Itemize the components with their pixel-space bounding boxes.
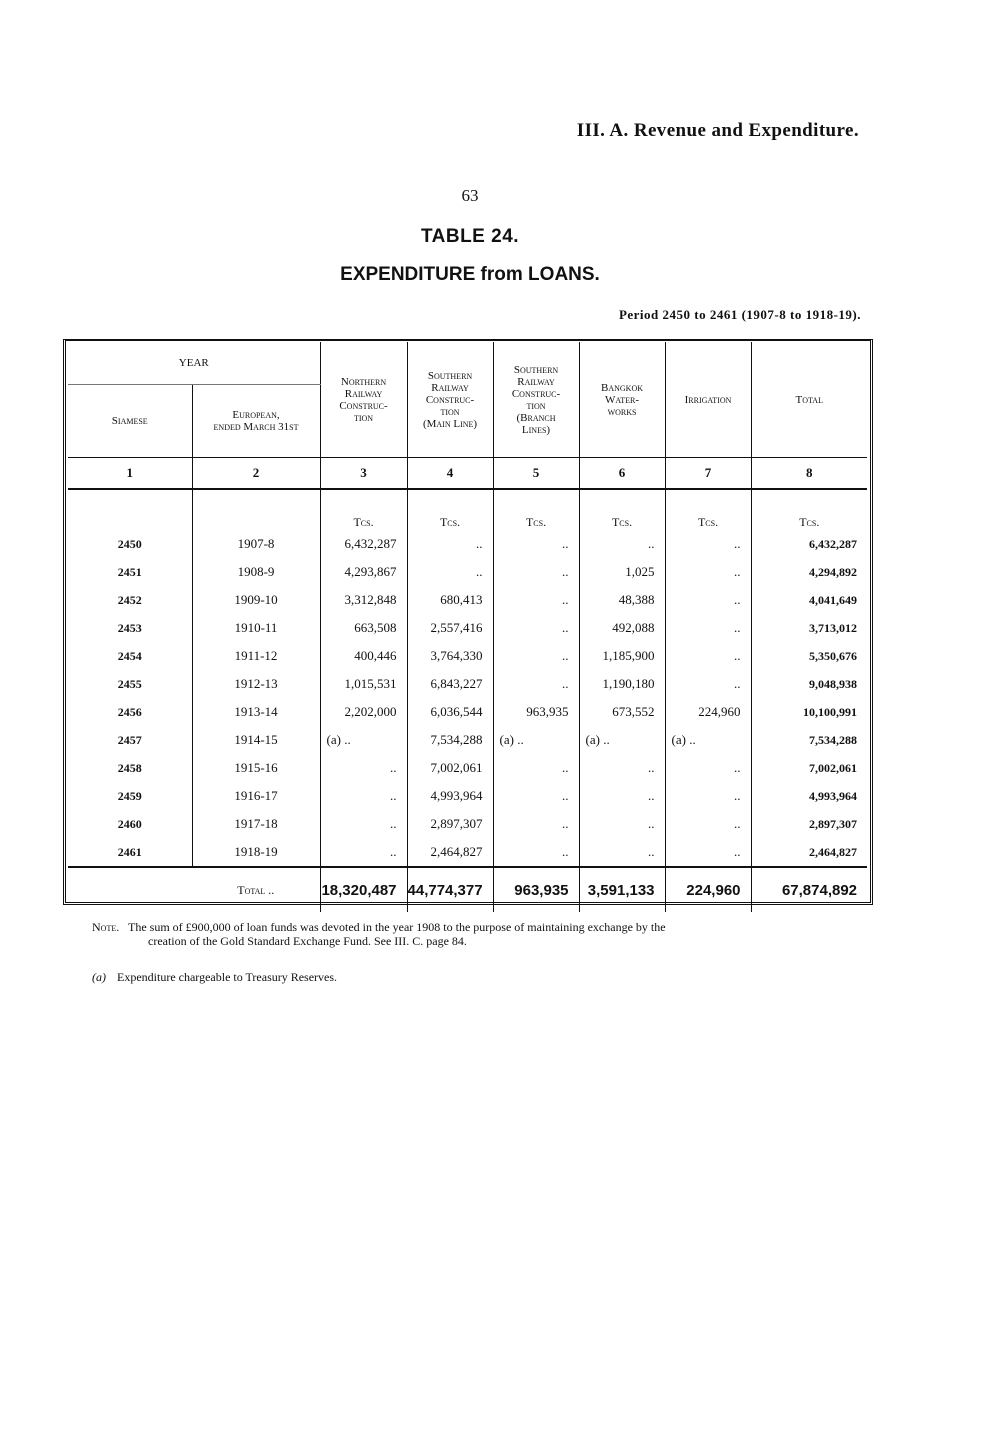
header-line: Construc- xyxy=(425,393,475,406)
european-year-cell: 1916-17 xyxy=(192,782,320,810)
european-year-cell: 1908-9 xyxy=(192,558,320,586)
table-title: TABLE 24. xyxy=(420,226,520,247)
expenditure-table xyxy=(68,342,867,912)
total-cell: 2,464,827 xyxy=(809,844,858,859)
irrigation-cell: .. xyxy=(665,754,751,782)
header-line: tion xyxy=(440,405,460,418)
siamese-year-cell: 2450 xyxy=(68,530,192,558)
european-year-cell: 1907-8 xyxy=(192,530,320,558)
total-cell: 4,041,649 xyxy=(809,592,858,607)
bangkok-cell: .. xyxy=(579,810,665,838)
northern-cell: .. xyxy=(320,810,407,838)
table-row xyxy=(68,530,867,558)
irrigation-cell: .. xyxy=(665,614,751,642)
irrigation-cell: .. xyxy=(665,530,751,558)
footnote-text: Expenditure chargeable to Treasury Reserves. xyxy=(117,970,338,984)
irrigation-total: 224,960 xyxy=(665,867,751,912)
header-line: (Main Line) xyxy=(422,417,478,430)
table-row xyxy=(68,614,867,642)
header-line: Water- xyxy=(604,393,640,406)
table-row xyxy=(68,782,867,810)
page-number: 63 xyxy=(461,186,479,205)
siamese-header: Siamese xyxy=(68,385,192,458)
header-line: ended March 31st xyxy=(213,421,299,433)
irrigation-cell: .. xyxy=(665,782,751,810)
unit-cell xyxy=(68,489,192,530)
footnote xyxy=(92,970,337,985)
total-cell: 2,897,307 xyxy=(809,816,858,831)
column-number: 3 xyxy=(320,458,407,490)
header-line: works xyxy=(607,405,637,418)
southern-branch-cell: 963,935 xyxy=(493,698,579,726)
note-label: Note. xyxy=(92,920,120,934)
table-row xyxy=(68,642,867,670)
section-heading: III. A. Revenue and Expenditure. xyxy=(576,120,859,141)
table-row xyxy=(68,838,867,867)
irrigation-cell: (a) .. xyxy=(665,726,751,754)
southern-branch-cell: .. xyxy=(493,838,579,867)
header-line: Construc- xyxy=(511,387,561,400)
table-row xyxy=(68,810,867,838)
header-row-top xyxy=(68,342,867,385)
northern-cell: 4,293,867 xyxy=(320,558,407,586)
irrigation-cell: .. xyxy=(665,558,751,586)
bangkok-cell: 673,552 xyxy=(579,698,665,726)
totals-row xyxy=(68,867,867,912)
siamese-year-cell: 2452 xyxy=(68,586,192,614)
siamese-year-cell: 2454 xyxy=(68,642,192,670)
header-line: Railway xyxy=(431,381,469,394)
total-cell: 5,350,676 xyxy=(809,648,858,663)
southern-main-cell: 7,534,288 xyxy=(407,726,493,754)
southern-main-cell: .. xyxy=(407,558,493,586)
european-year-cell: 1910-11 xyxy=(192,614,320,642)
table-subtitle: EXPENDITURE from LOANS. xyxy=(340,264,600,285)
totals-spacer xyxy=(68,867,192,912)
european-year-cell: 1911-12 xyxy=(192,642,320,670)
total-cell: 7,002,061 xyxy=(809,760,858,775)
european-year-cell: 1914-15 xyxy=(192,726,320,754)
siamese-year-cell: 2458 xyxy=(68,754,192,782)
total-header: Total xyxy=(751,342,867,458)
siamese-year-cell: 2460 xyxy=(68,810,192,838)
northern-cell: 400,446 xyxy=(320,642,407,670)
header-line: tion xyxy=(353,411,374,424)
header-line: Railway xyxy=(517,375,555,388)
southern-main-cell: 4,993,964 xyxy=(407,782,493,810)
southern-main-cell: .. xyxy=(407,530,493,558)
unit-cell: Tcs. xyxy=(493,489,579,530)
column-number: 2 xyxy=(192,458,320,490)
column-number: 1 xyxy=(68,458,192,490)
total-cell: 6,432,287 xyxy=(809,536,858,551)
european-year-cell: 1909-10 xyxy=(192,586,320,614)
unit-cell: Tcs. xyxy=(665,489,751,530)
table-row xyxy=(68,754,867,782)
southern-main-cell: 680,413 xyxy=(407,586,493,614)
southern-branch-total: 963,935 xyxy=(493,867,579,912)
bangkok-cell: 1,025 xyxy=(579,558,665,586)
unit-cell: Tcs. xyxy=(320,489,407,530)
table-row xyxy=(68,586,867,614)
southern-branch-cell: .. xyxy=(493,782,579,810)
northern-cell: 2,202,000 xyxy=(320,698,407,726)
southern-main-line-header xyxy=(407,342,493,458)
southern-branch-cell: .. xyxy=(493,614,579,642)
table-row xyxy=(68,726,867,754)
bangkok-waterworks-header xyxy=(579,342,665,458)
siamese-year-cell: 2459 xyxy=(68,782,192,810)
irrigation-cell: .. xyxy=(665,586,751,614)
irrigation-cell: 224,960 xyxy=(665,698,751,726)
header-line: Bangkok xyxy=(601,381,644,394)
bangkok-cell: 1,185,900 xyxy=(579,642,665,670)
european-header xyxy=(192,385,320,458)
unit-row xyxy=(68,489,867,530)
southern-branch-cell: .. xyxy=(493,810,579,838)
unit-cell: Tcs. xyxy=(407,489,493,530)
southern-main-cell: 3,764,330 xyxy=(407,642,493,670)
southern-branch-lines-header xyxy=(493,342,579,458)
bangkok-cell: .. xyxy=(579,754,665,782)
header-line: European, xyxy=(232,409,280,421)
column-number: 6 xyxy=(579,458,665,490)
bangkok-cell: .. xyxy=(579,838,665,867)
southern-branch-cell: .. xyxy=(493,642,579,670)
column-number: 7 xyxy=(665,458,751,490)
note-text-line1: The sum of £900,000 of loan funds was devoted in the year 1908 to the purpose of maintaining exchange by the xyxy=(128,920,666,934)
northern-cell: 6,432,287 xyxy=(320,530,407,558)
southern-main-total: 44,774,377 xyxy=(407,867,493,912)
total-cell: 3,713,012 xyxy=(809,620,858,635)
irrigation-cell: .. xyxy=(665,810,751,838)
column-number: 8 xyxy=(751,458,867,490)
southern-main-cell: 7,002,061 xyxy=(407,754,493,782)
irrigation-header: Irrigation xyxy=(665,342,751,458)
bangkok-cell: (a) .. xyxy=(579,726,665,754)
siamese-year-cell: 2456 xyxy=(68,698,192,726)
table-row xyxy=(68,698,867,726)
bangkok-cell: 1,190,180 xyxy=(579,670,665,698)
bangkok-cell: .. xyxy=(579,530,665,558)
header-line: (Branch xyxy=(516,411,556,424)
southern-main-cell: 6,036,544 xyxy=(407,698,493,726)
bangkok-cell: 492,088 xyxy=(579,614,665,642)
column-number: 4 xyxy=(407,458,493,490)
northern-cell: 1,015,531 xyxy=(320,670,407,698)
european-year-cell: 1918-19 xyxy=(192,838,320,867)
totals-label: Total .. xyxy=(192,867,320,912)
header-line: tion xyxy=(526,399,546,412)
siamese-year-cell: 2455 xyxy=(68,670,192,698)
northern-cell: 3,312,848 xyxy=(320,586,407,614)
year-header: YEAR xyxy=(68,342,320,385)
total-cell: 9,048,938 xyxy=(809,676,858,691)
bangkok-cell: .. xyxy=(579,782,665,810)
unit-cell: Tcs. xyxy=(579,489,665,530)
siamese-year-cell: 2451 xyxy=(68,558,192,586)
northern-cell: .. xyxy=(320,754,407,782)
table-row xyxy=(68,558,867,586)
irrigation-cell: .. xyxy=(665,670,751,698)
total-cell: 10,100,991 xyxy=(803,704,858,719)
southern-branch-cell: .. xyxy=(493,670,579,698)
southern-branch-cell: .. xyxy=(493,558,579,586)
header-line: Railway xyxy=(344,387,383,400)
header-line: Construc- xyxy=(339,399,388,412)
header-line: Southern xyxy=(513,363,559,376)
siamese-year-cell: 2461 xyxy=(68,838,192,867)
grand-total: 67,874,892 xyxy=(751,867,867,912)
total-cell: 7,534,288 xyxy=(809,732,858,747)
southern-branch-cell: .. xyxy=(493,530,579,558)
column-number: 5 xyxy=(493,458,579,490)
table-note xyxy=(92,920,852,948)
header-line: Lines) xyxy=(521,423,551,436)
southern-main-cell: 6,843,227 xyxy=(407,670,493,698)
total-cell: 4,294,892 xyxy=(809,564,858,579)
unit-cell xyxy=(192,489,320,530)
southern-main-cell: 2,464,827 xyxy=(407,838,493,867)
northern-railway-header xyxy=(320,342,407,458)
northern-total: 18,320,487 xyxy=(320,867,407,912)
european-year-cell: 1912-13 xyxy=(192,670,320,698)
southern-branch-cell: .. xyxy=(493,586,579,614)
southern-main-cell: 2,897,307 xyxy=(407,810,493,838)
column-number-row xyxy=(68,458,867,490)
unit-cell: Tcs. xyxy=(799,515,820,529)
southern-branch-cell: (a) .. xyxy=(493,726,579,754)
southern-main-cell: 2,557,416 xyxy=(407,614,493,642)
northern-cell: .. xyxy=(320,838,407,867)
footnote-mark: (a) xyxy=(92,970,106,984)
siamese-year-cell: 2453 xyxy=(68,614,192,642)
northern-cell: 663,508 xyxy=(320,614,407,642)
period-caption: Period 2450 to 2461 (1907-8 to 1918-19). xyxy=(618,307,861,322)
irrigation-cell: .. xyxy=(665,838,751,867)
header-line: Southern xyxy=(427,369,473,382)
southern-branch-cell: .. xyxy=(493,754,579,782)
european-year-cell: 1917-18 xyxy=(192,810,320,838)
northern-cell: (a) .. xyxy=(320,726,407,754)
bangkok-cell: 48,388 xyxy=(579,586,665,614)
european-year-cell: 1915-16 xyxy=(192,754,320,782)
table-row xyxy=(68,670,867,698)
northern-cell: .. xyxy=(320,782,407,810)
total-cell: 4,993,964 xyxy=(809,788,858,803)
note-text-line2: creation of the Gold Standard Exchange Fund. See III. C. page 84. xyxy=(148,934,467,948)
siamese-year-cell: 2457 xyxy=(68,726,192,754)
irrigation-cell: .. xyxy=(665,642,751,670)
bangkok-total: 3,591,133 xyxy=(579,867,665,912)
european-year-cell: 1913-14 xyxy=(192,698,320,726)
header-line: Northern xyxy=(340,375,387,388)
